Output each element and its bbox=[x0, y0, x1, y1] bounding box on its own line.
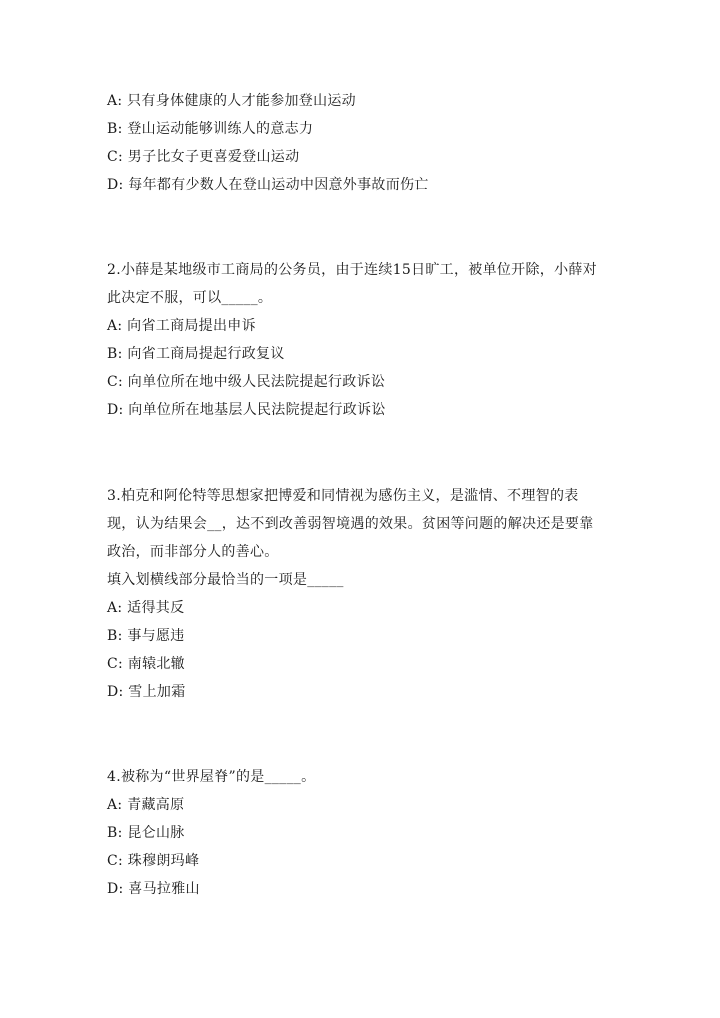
q3-stem-line-3: 政治，而非部分人的善心。 bbox=[107, 544, 279, 560]
q4-stem-line-1: 4.被称为“世界屋脊”的是_____。 bbox=[107, 769, 316, 785]
q2-stem-line-1: 2.小薛是某地级市工商局的公务员，由于连续15日旷工，被单位开除，小薛对 bbox=[107, 262, 597, 278]
q2-option-d: D: 向单位所在地基层人民法院提起行政诉讼 bbox=[107, 402, 386, 418]
q4-option-a: A: 青藏高原 bbox=[107, 797, 185, 813]
q3-option-a: A: 适得其反 bbox=[107, 600, 185, 616]
q2-option-c: C: 向单位所在地中级人民法院提起行政诉讼 bbox=[107, 374, 386, 390]
q3-option-d: D: 雪上加霜 bbox=[107, 684, 186, 700]
q1-option-c: C: 男子比女子更喜爱登山运动 bbox=[107, 149, 300, 165]
q1-option-d: D: 每年都有少数人在登山运动中因意外事故而伤亡 bbox=[107, 177, 429, 193]
q2-option-a: A: 向省工商局提出申诉 bbox=[107, 318, 256, 334]
q2-option-b: B: 向省工商局提起行政复议 bbox=[107, 346, 285, 362]
q1-option-a: A: 只有身体健康的人才能参加登山运动 bbox=[107, 93, 356, 109]
q3-stem-line-2: 现，认为结果会__，达不到改善弱智境遇的效果。贫困等问题的解决还是要靠 bbox=[107, 516, 594, 532]
q1-option-b: B: 登山运动能够训练人的意志力 bbox=[107, 121, 314, 137]
q3-prompt: 填入划横线部分最恰当的一项是_____ bbox=[107, 572, 344, 588]
q3-option-c: C: 南辕北辙 bbox=[107, 656, 185, 672]
q4-option-b: B: 昆仑山脉 bbox=[107, 825, 185, 841]
q4-option-c: C: 珠穆朗玛峰 bbox=[107, 853, 200, 869]
q3-stem-line-1: 3.柏克和阿伦特等思想家把博爱和同情视为感伤主义，是滥情、不理智的表 bbox=[107, 488, 579, 504]
q3-option-b: B: 事与愿违 bbox=[107, 628, 185, 644]
q2-stem-line-2: 此决定不服，可以_____。 bbox=[107, 290, 273, 306]
q4-option-d: D: 喜马拉雅山 bbox=[107, 881, 200, 897]
